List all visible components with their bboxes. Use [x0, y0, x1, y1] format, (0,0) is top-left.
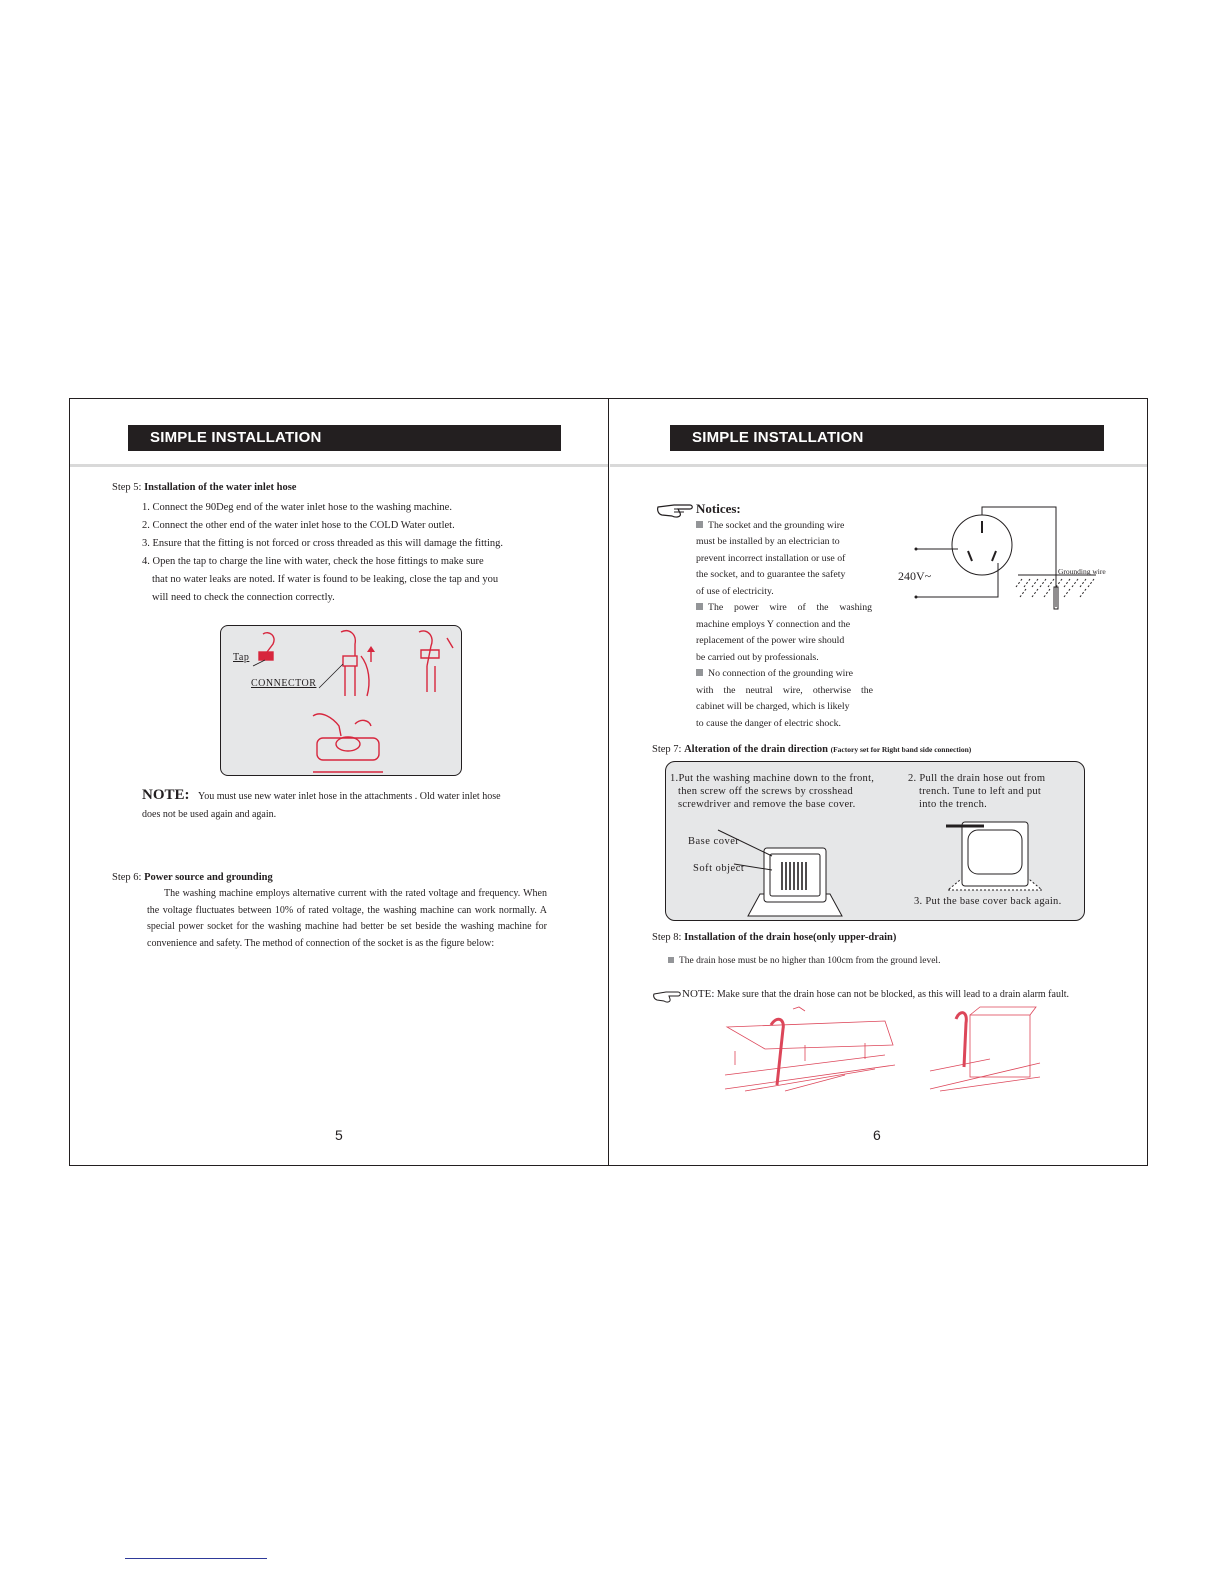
- notice-line-7: machine employs Y connection and the: [696, 619, 851, 630]
- floor-tiles: [725, 1055, 895, 1091]
- notice-line-5: of use of electricity.: [696, 586, 774, 597]
- arrow-bottom: [355, 720, 371, 726]
- note-right: [682, 988, 1069, 1000]
- page-left: [70, 399, 608, 1165]
- header-rule-left: [70, 464, 608, 467]
- notice-line-12: cabinet will be charged, which is likely: [696, 701, 850, 712]
- drain-hose-tub: [771, 1019, 783, 1085]
- hose-right: [427, 666, 435, 692]
- notice-line-11: with the neutral wire, otherwise the: [696, 685, 873, 696]
- notice-line-2: must be installed by an electrician to: [696, 536, 840, 547]
- notices-title: Notices:: [696, 501, 741, 516]
- tap-leader: [253, 660, 265, 666]
- step7-label: Step 7:: [652, 744, 682, 755]
- hand-center: [341, 631, 355, 656]
- page-number-left: 5: [335, 1127, 343, 1143]
- live-terminal: [915, 548, 918, 551]
- grounding-wire-label: Grounding wire: [1058, 567, 1106, 576]
- standpipe-hose: [956, 1013, 966, 1067]
- notice-line-9: be carried out by professionals.: [696, 652, 819, 663]
- base-cover-label: Base cover: [688, 836, 740, 847]
- step5-label: Step 5:: [112, 482, 142, 493]
- neutral-terminal: [915, 596, 918, 599]
- step6-title: Power source and grounding: [144, 872, 273, 883]
- drain-step2-line1: 2. Pull the drain hose out from: [908, 773, 1046, 784]
- drain-tub-illustration: [725, 1005, 895, 1093]
- machine-base: [764, 848, 826, 902]
- inlet-hose-figure: [220, 625, 462, 776]
- inlet-hose-illustration: [221, 626, 463, 777]
- step5-item-1: 1. Connect the 90Deg end of the water inlet hose to the washing machine.: [142, 502, 452, 513]
- footer-underline: [125, 1558, 267, 1559]
- drain-step1-line3: screwdriver and remove the base cover.: [678, 799, 856, 810]
- notice-line-6: The power wire of the washing: [696, 602, 872, 613]
- step8-title: Installation of the drain hose(only upper-drain): [684, 932, 897, 943]
- hose-center: [345, 666, 355, 696]
- tap1-body: [259, 652, 273, 660]
- step5-item-2: 2. Connect the other end of the water inlet hose to the COLD Water outlet.: [142, 520, 455, 531]
- tap1-handle: [263, 633, 274, 652]
- hose-bottom: [313, 714, 341, 736]
- machine-inlet: [317, 738, 379, 760]
- ground-hatch: [1016, 579, 1094, 597]
- step8-bullet: The drain hose must be no higher than 100cm from the ground level.: [668, 956, 940, 966]
- machine-top: [970, 1007, 1036, 1015]
- hand-center-fingers: [361, 656, 369, 696]
- arrow-right-rot: [447, 638, 453, 648]
- drain-step3: 3. Put the base cover back again.: [914, 896, 1062, 907]
- step5-item-3: 3. Ensure that the fitting is not forced or cross threaded as this will damage the fitting.: [142, 538, 503, 549]
- step8-label: Step 8:: [652, 932, 682, 943]
- bullet-square-icon: [696, 669, 703, 676]
- bullet-square-icon: [696, 603, 703, 610]
- drain-direction-figure: [665, 761, 1085, 921]
- section-banner-left: SIMPLE INSTALLATION: [128, 425, 561, 451]
- note-label-right: NOTE:: [682, 988, 715, 1000]
- header-rule-right: [610, 464, 1147, 467]
- step5-item-4-cont2: will need to check the connection correctly.: [152, 592, 335, 603]
- step6-heading: [112, 871, 273, 885]
- step5-heading: [112, 481, 296, 495]
- step6-label: Step 6:: [112, 872, 142, 883]
- drain-standpipe-illustration: [930, 1005, 1040, 1093]
- machine-down-illustration: [746, 842, 846, 918]
- drain-step1-line2: then screw off the screws by crosshead: [678, 786, 854, 797]
- drain-step2-line2: trench. Tune to left and put: [919, 786, 1042, 797]
- notice-line-10: No connection of the grounding wire: [696, 668, 853, 679]
- section-banner-right: SIMPLE INSTALLATION: [670, 425, 1104, 451]
- bullet-square-icon: [696, 521, 703, 528]
- step7-heading: [652, 743, 971, 757]
- tap-label: Tap: [233, 652, 250, 663]
- manual-spread: [69, 398, 1148, 1166]
- note-text-right: Make sure that the drain hose can not be blocked, as this will lead to a drain alarm fault.: [716, 989, 1069, 1000]
- notice-line-3: prevent incorrect installation or use of: [696, 553, 846, 564]
- bullet-square-icon: [668, 957, 674, 963]
- step5-title: Installation of the water inlet hose: [144, 482, 297, 493]
- step6-body: The washing machine employs alternative current with the rated voltage and frequency. When the voltage fluctuates between 10% of rated voltage, the washing machine can work normally. A special power socket for the washing machine had better be set beside the washing machine for convenience and safety. The method of connection of the socket is as the figure below:: [147, 888, 547, 949]
- drain-step1-line1: 1.Put the washing machine down to the front,: [670, 773, 875, 784]
- voltage-label: 240V~: [898, 569, 932, 583]
- step7-subtitle: (Factory set for Right band side connection): [830, 745, 972, 754]
- pointing-hand-icon-note: [652, 989, 682, 1003]
- socket-grounding-diagram: [910, 503, 1120, 623]
- notice-line-1: The socket and the grounding wire: [696, 520, 844, 531]
- hose-hook: [793, 1007, 805, 1011]
- note-text-left-1: You must use new water inlet hose in the attachments . Old water inlet hose: [198, 791, 501, 802]
- connector-leader: [319, 664, 343, 688]
- connector-label: CONNECTOR: [251, 678, 317, 689]
- note-label-left: NOTE:: [142, 787, 190, 803]
- step5-item-4: 4. Open the tap to charge the line with water, check the hose fittings to make sure: [142, 556, 484, 567]
- drain-step2-line3: into the trench.: [919, 799, 988, 810]
- machine-base-view-illustration: [946, 816, 1046, 896]
- step8-heading: [652, 931, 896, 945]
- notice-line-4: the socket, and to guarantee the safety: [696, 569, 846, 580]
- notice-line-8: replacement of the power wire should: [696, 635, 845, 646]
- note-text-left-2: does not be used again and again.: [142, 809, 277, 820]
- page-divider: [608, 399, 609, 1165]
- floor-tiles-2: [930, 1059, 1040, 1091]
- connector-body: [343, 656, 357, 666]
- page-number-right: 6: [873, 1127, 881, 1143]
- hand-right: [419, 631, 432, 666]
- step5-item-4-cont1: that no water leaks are noted. If water is found to be leaking, close the tap and you: [152, 574, 499, 585]
- socket-pin-right: [992, 551, 996, 561]
- soft-object-label: Soft object: [693, 863, 745, 874]
- tub-top: [727, 1021, 893, 1049]
- socket-pin-left: [968, 551, 972, 561]
- page-right: [610, 399, 1147, 1165]
- pointing-hand-icon: [656, 501, 694, 519]
- base-grid: [782, 862, 806, 890]
- step7-title: Alteration of the drain direction: [684, 744, 828, 755]
- notice-line-13: to cause the danger of electric shock.: [696, 718, 841, 729]
- inlet-ring: [336, 737, 360, 751]
- arrow-up-center: [367, 646, 375, 652]
